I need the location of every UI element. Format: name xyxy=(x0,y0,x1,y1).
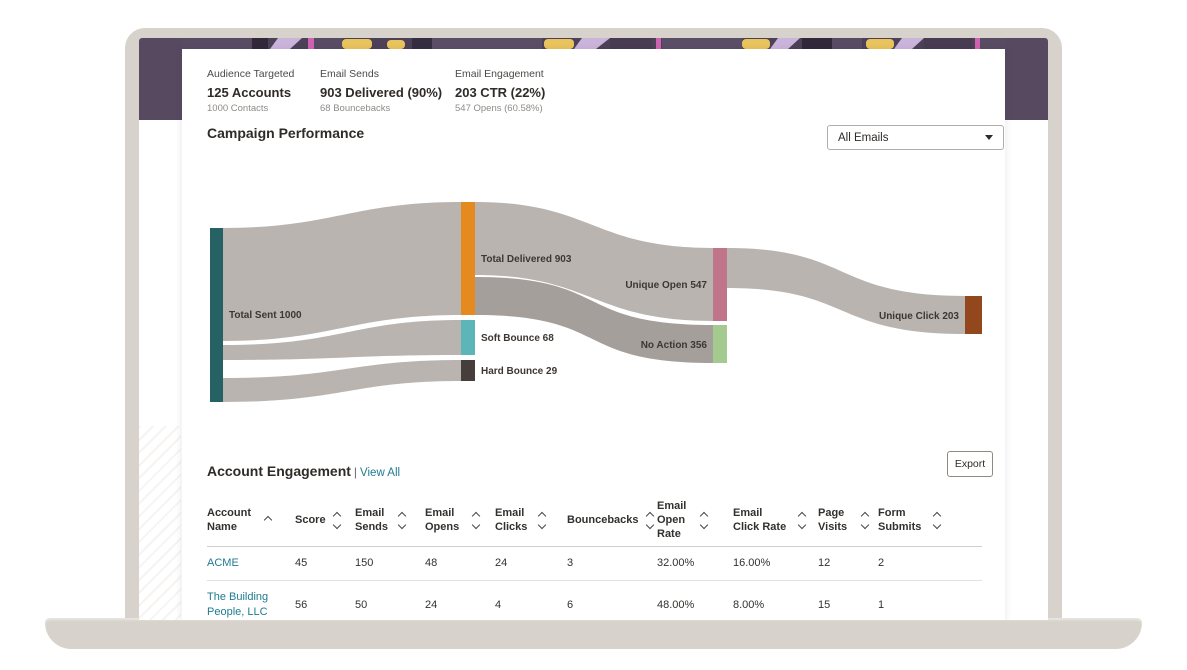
cell-bouncebacks: 3 xyxy=(567,557,574,570)
sankey-node-total-sent[interactable] xyxy=(210,228,223,402)
col-header-email-open-rate[interactable]: Email Open Rate xyxy=(657,494,733,546)
cell-form-submits: 2 xyxy=(878,557,885,570)
sankey-node-label: Total Sent 1000 xyxy=(229,310,302,321)
sankey-node-label: Unique Open 547 xyxy=(625,280,707,291)
laptop-base xyxy=(45,618,1142,649)
sankey-node-label: No Action 356 xyxy=(640,340,707,351)
col-header-email-sends[interactable]: Email Sends xyxy=(355,494,425,546)
banner-pattern xyxy=(182,38,1005,49)
stat-email-sends xyxy=(320,68,442,114)
sankey-node-unique-click[interactable] xyxy=(965,296,982,334)
stat-subvalue: 547 Opens (60.58%) xyxy=(455,103,543,114)
stat-label: Email Engagement xyxy=(455,68,544,80)
email-filter-dropdown[interactable] xyxy=(827,125,1004,150)
stat-value: 903 Delivered (90%) xyxy=(320,85,443,100)
laptop-screen xyxy=(139,38,1048,620)
cell-email-open-rate: 32.00% xyxy=(657,557,695,570)
sankey-node-label: Total Delivered 903 xyxy=(481,254,572,265)
col-header-bouncebacks[interactable]: Bouncebacks xyxy=(567,494,657,546)
stat-label: Email Sends xyxy=(320,68,379,80)
table-header-row xyxy=(207,494,982,547)
stat-audience-targeted xyxy=(207,68,294,114)
cell-page-visits: 15 xyxy=(818,598,831,611)
account-engagement-title xyxy=(207,463,400,479)
cell-email-clicks: 4 xyxy=(495,598,502,611)
sort-icon xyxy=(399,513,405,528)
account-link[interactable]: The Building People, LLC xyxy=(207,590,269,618)
sankey-node-label: Hard Bounce 29 xyxy=(481,366,558,377)
sort-icon xyxy=(701,513,707,528)
col-header-email-clicks[interactable]: Email Clicks xyxy=(495,494,567,546)
account-link[interactable]: ACME xyxy=(207,557,239,569)
stat-value: 125 Accounts xyxy=(207,85,292,100)
sankey-chart xyxy=(182,195,1005,410)
sankey-node-total-delivered[interactable] xyxy=(461,202,475,315)
view-all-link[interactable]: View All xyxy=(360,467,401,479)
sort-icon xyxy=(334,513,340,528)
sort-icon xyxy=(473,513,479,528)
col-header-email-click-rate[interactable]: Email Click Rate xyxy=(733,494,818,546)
cell-email-sends: 150 xyxy=(355,557,374,570)
cell-email-opens: 24 xyxy=(425,598,438,611)
chevron-down-icon xyxy=(985,135,993,140)
stat-value: 203 CTR (22%) xyxy=(455,85,546,100)
cell-email-opens: 48 xyxy=(425,557,438,570)
sankey-node-unique-open[interactable] xyxy=(713,248,727,321)
sankey-node-hard-bounce[interactable] xyxy=(461,360,475,381)
sankey-flow-sent-hardbounce xyxy=(223,360,461,402)
col-header-form-submits[interactable]: Form Submits xyxy=(878,494,982,546)
sort-icon xyxy=(862,513,868,528)
cell-email-open-rate: 48.00% xyxy=(657,598,695,611)
cell-email-sends: 50 xyxy=(355,598,368,611)
stat-subvalue: 1000 Contacts xyxy=(207,103,269,114)
cell-bouncebacks: 6 xyxy=(567,598,574,611)
col-header-email-opens[interactable]: Email Opens xyxy=(425,494,495,546)
table-row xyxy=(207,547,982,581)
sort-icon xyxy=(799,513,805,528)
title-divider: | xyxy=(353,465,358,479)
cell-form-submits: 1 xyxy=(878,598,885,611)
stat-email-engagement xyxy=(455,68,545,114)
export-button[interactable]: Export xyxy=(947,451,993,477)
cell-score: 56 xyxy=(295,598,308,611)
campaign-performance-title: Campaign Performance xyxy=(207,125,365,141)
cell-email-click-rate: 16.00% xyxy=(733,557,771,570)
stat-label: Audience Targeted xyxy=(207,68,295,80)
sankey-node-label: Unique Click 203 xyxy=(878,311,959,322)
sort-icon xyxy=(647,513,653,528)
stat-subvalue: 68 Bouncebacks xyxy=(320,103,391,114)
table-row xyxy=(207,581,982,620)
cell-email-clicks: 24 xyxy=(495,557,508,570)
sankey-node-no-action[interactable] xyxy=(713,325,727,363)
email-filter-value: All Emails xyxy=(838,131,889,144)
account-engagement-table xyxy=(207,494,982,620)
col-header-page-visits[interactable]: Page Visits xyxy=(818,494,878,546)
sort-asc-icon xyxy=(265,517,271,523)
sankey-node-soft-bounce[interactable] xyxy=(461,320,475,355)
cell-email-click-rate: 8.00% xyxy=(733,598,765,611)
cell-page-visits: 12 xyxy=(818,557,831,570)
dashboard-card xyxy=(182,49,1005,620)
cell-score: 45 xyxy=(295,557,308,570)
background-texture xyxy=(139,426,181,620)
section-title-text: Account Engagement xyxy=(207,463,351,479)
sankey-node-label: Soft Bounce 68 xyxy=(481,333,554,344)
col-header-account-name[interactable]: Account Name xyxy=(207,494,295,546)
sort-icon xyxy=(539,513,545,528)
sort-icon xyxy=(934,513,940,528)
col-header-score[interactable]: Score xyxy=(295,494,355,546)
